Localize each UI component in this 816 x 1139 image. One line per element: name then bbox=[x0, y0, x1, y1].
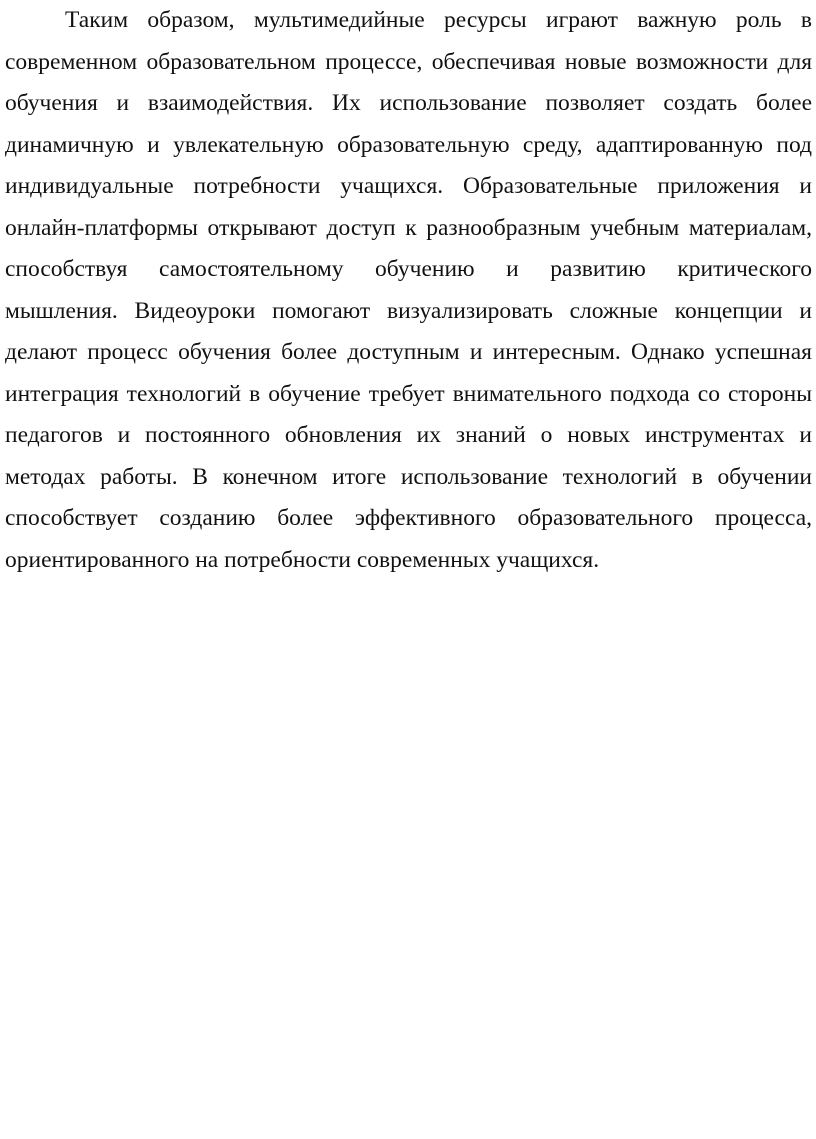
paragraph-line: способствует созданию более эффективного образовательного процесса, bbox=[5, 505, 812, 531]
paragraph-line: мышления. Видеоуроки помогают визуализировать сложные концепции и bbox=[5, 297, 812, 324]
body-paragraph bbox=[5, 0, 812, 581]
paragraph-line: педагогов и постоянного обновления их знаний о новых инструментах и bbox=[5, 422, 812, 448]
paragraph-line: обучения и взаимодействия. Их использование позволяет создать более bbox=[5, 90, 812, 116]
paragraph-line: способствуя самостоятельному обучению и развитию критического bbox=[5, 256, 812, 282]
paragraph-line: делают процесс обучения более доступным и интересным. Однако успешная bbox=[5, 339, 812, 365]
paragraph-line: интеграция технологий в обучение требует внимательного подхода со стороны bbox=[5, 380, 812, 407]
paragraph-line: современном образовательном процессе, обеспечивая новые возможности для bbox=[5, 48, 812, 75]
paragraph-line: методах работы. В конечном итоге использование технологий в обучении bbox=[5, 463, 812, 490]
paragraph-line: онлайн-платформы открывают доступ к разнообразным учебным материалам, bbox=[5, 214, 812, 241]
paragraph-line: Таким образом, мультимедийные ресурсы играют важную роль в bbox=[65, 7, 812, 33]
paragraph-line: индивидуальные потребности учащихся. Образовательные приложения и bbox=[5, 173, 812, 199]
paragraph-line: ориентированного на потребности современных учащихся. bbox=[5, 546, 600, 573]
paragraph-line: динамичную и увлекательную образовательную среду, адаптированную под bbox=[5, 131, 812, 158]
